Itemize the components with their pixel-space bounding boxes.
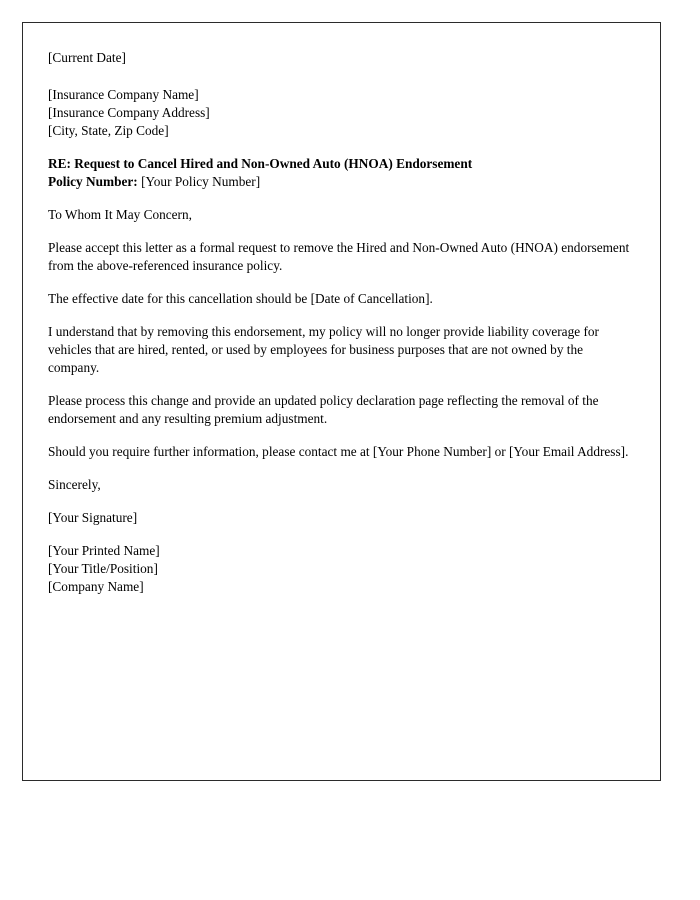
body-paragraph-4: Please process this change and provide an updated policy declaration page reflecting the removal of the endorsement and any resulting premium adjustment. — [48, 393, 599, 426]
document-page — [22, 22, 661, 781]
letter-body — [48, 49, 648, 596]
policy-number-value: [Your Policy Number] — [141, 174, 261, 189]
date-block — [48, 49, 648, 67]
body-paragraph-2: The effective date for this cancellation should be [Date of Cancellation]. — [48, 291, 433, 306]
recipient-address-block — [48, 86, 648, 140]
signer-company-name: [Company Name] — [48, 579, 144, 594]
signature-placeholder: [Your Signature] — [48, 510, 138, 525]
signer-title-position: [Your Title/Position] — [48, 561, 158, 576]
current-date-placeholder: [Current Date] — [48, 50, 126, 65]
recipient-company-address: [Insurance Company Address] — [48, 105, 210, 120]
recipient-city-state-zip: [City, State, Zip Code] — [48, 123, 169, 138]
signer-printed-name: [Your Printed Name] — [48, 543, 160, 558]
body-paragraph-1: Please accept this letter as a formal request to remove the Hired and Non-Owned Auto (HNOA) endorsement from the above-referenced insurance policy. — [48, 240, 630, 273]
body-paragraph-5: Should you require further information, please contact me at [Your Phone Number] or [Your Email Address]. — [48, 444, 629, 459]
re-line: RE: Request to Cancel Hired and Non-Owned Auto (HNOA) Endorsement — [48, 156, 473, 171]
subject-block — [48, 155, 648, 191]
salutation: To Whom It May Concern, — [48, 207, 192, 222]
policy-number-line — [48, 173, 648, 191]
policy-number-label: Policy Number: — [48, 174, 138, 189]
signer-block — [48, 542, 648, 596]
body-paragraph-3: I understand that by removing this endorsement, my policy will no longer provide liability coverage for vehicles that are hired, rented, or used by employees for business purposes that are not owned by the company. — [48, 324, 599, 375]
recipient-company-name: [Insurance Company Name] — [48, 87, 199, 102]
closing-salutation: Sincerely, — [48, 477, 101, 492]
